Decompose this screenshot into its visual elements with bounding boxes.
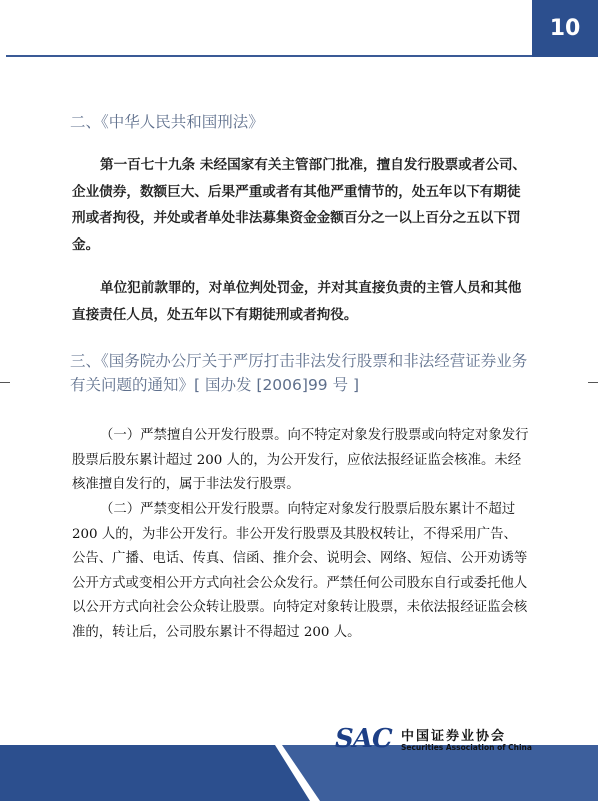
page-number: 10 xyxy=(549,16,581,41)
section-3-heading: 三、《国务院办公厅关于严厉打击非法发行股票和非法经营证券业务有关问题的通知》[ 国办发 [2006]99 号 ] xyxy=(70,352,528,394)
section-2-heading: 二、《中华人民共和国刑法》 xyxy=(70,113,264,131)
sac-logo-mark: SAC xyxy=(335,724,392,754)
sac-logo xyxy=(335,724,545,754)
sac-logo-chinese-name: 中国证券业协会 xyxy=(401,729,507,744)
header-rule xyxy=(6,55,598,57)
footer-left-shape xyxy=(0,745,310,801)
page-number-badge xyxy=(532,0,598,57)
section-2-paragraph-1: 第一百七十九条 未经国家有关主管部门批准，擅自发行股票或者公司、企业债券，数额巨大、后果严重或者有其他严重情节的，处五年以下有期徒刑或者拘役，并处或者单处非法募集资金金额百分之一以上百分之五以下罚金。 xyxy=(72,157,527,253)
sac-logo-english-name: Securities Association of China xyxy=(401,743,532,752)
section-3-paragraph-1: （一）严禁擅自公开发行股票。向不特定对象发行股票或向特定对象发行股票后股东累计超过 200 人的，为公开发行，应依法报经证监会核准。未经核准擅自发行的，属于非法发行股票。 xyxy=(72,428,529,492)
section-3-paragraph-2: （二）严禁变相公开发行股票。向特定对象发行股票后股东累计不超过 200 人的，为非公开发行。非公开发行股票及其股权转让，不得采用广告、公告、广播、电话、传真、信函、推介会、说明会、网络、短信、公开劝诱等公开方式或变相公开方式向社会公众发行。严禁任何公司股东自行或委托他人以公开方式向社会公众转让股票。向特定对象转让股票，未依法报经证监会核准的，转让后，公司股东累计不得超过 200 人。 xyxy=(72,502,528,640)
crop-mark-right xyxy=(588,382,598,383)
section-2-paragraph-2: 单位犯前款罪的，对单位判处罚金，并对其直接负责的主管人员和其他直接责任人员，处五年以下有期徒刑或者拘役。 xyxy=(72,280,522,323)
crop-mark-left xyxy=(0,382,10,383)
